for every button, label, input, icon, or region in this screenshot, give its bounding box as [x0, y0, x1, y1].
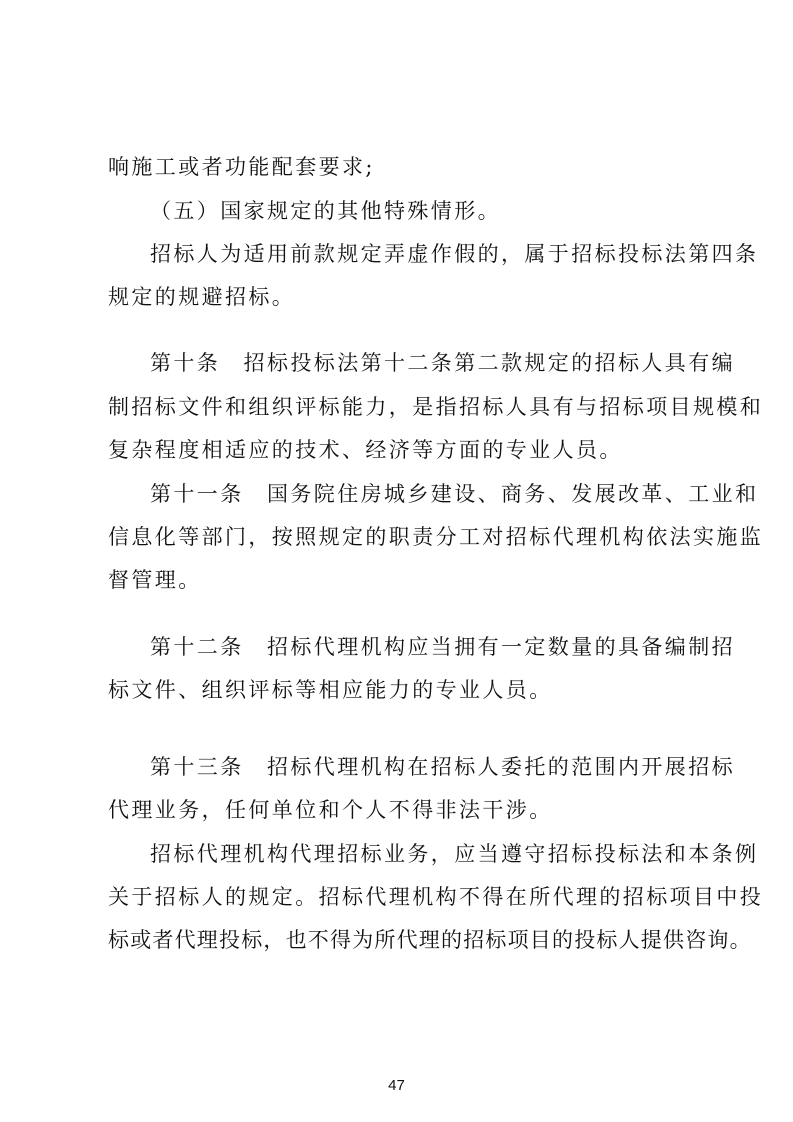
article-11-line: 信息化等部门，按照规定的职责分工对招标代理机构依法实施监 [108, 525, 764, 549]
article-10-line: 复杂程度相适应的技术、经济等方面的专业人员。 [108, 438, 623, 462]
paragraph-line: 招标人为适用前款规定弄虚作假的，属于招标投标法第四条 [150, 242, 759, 266]
article-11-line: 督管理。 [108, 568, 202, 592]
paragraph-line: 招标代理机构代理招标业务，应当遵守招标投标法和本条例 [150, 842, 759, 866]
paragraph-line: 标或者代理投标，也不得为所代理的招标项目的投标人提供咨询。 [108, 928, 752, 952]
article-11-line: 第十一条 国务院住房城乡建设、商务、发展改革、工业和 [150, 482, 759, 506]
article-13-line: 代理业务，任何单位和个人不得非法干涉。 [108, 798, 553, 822]
article-12-line: 标文件、组织评标等相应能力的专业人员。 [108, 678, 553, 702]
body-line: 响施工或者功能配套要求; [108, 155, 375, 179]
article-13-line: 第十三条 招标代理机构在招标人委托的范围内开展招标 [150, 755, 735, 779]
article-10-line: 第十条 招标投标法第十二条第二款规定的招标人具有编 [150, 351, 735, 375]
list-item-line: （五）国家规定的其他特殊情形。 [150, 199, 501, 223]
article-12-line: 第十二条 招标代理机构应当拥有一定数量的具备编制招 [150, 635, 735, 659]
paragraph-line: 规定的规避招标。 [108, 285, 296, 309]
article-10-line: 制招标文件和组织评标能力，是指招标人具有与招标项目规模和 [108, 395, 764, 419]
page-number: 47 [388, 1077, 405, 1094]
paragraph-line: 关于招标人的规定。招标代理机构不得在所代理的招标项目中投 [108, 885, 764, 909]
